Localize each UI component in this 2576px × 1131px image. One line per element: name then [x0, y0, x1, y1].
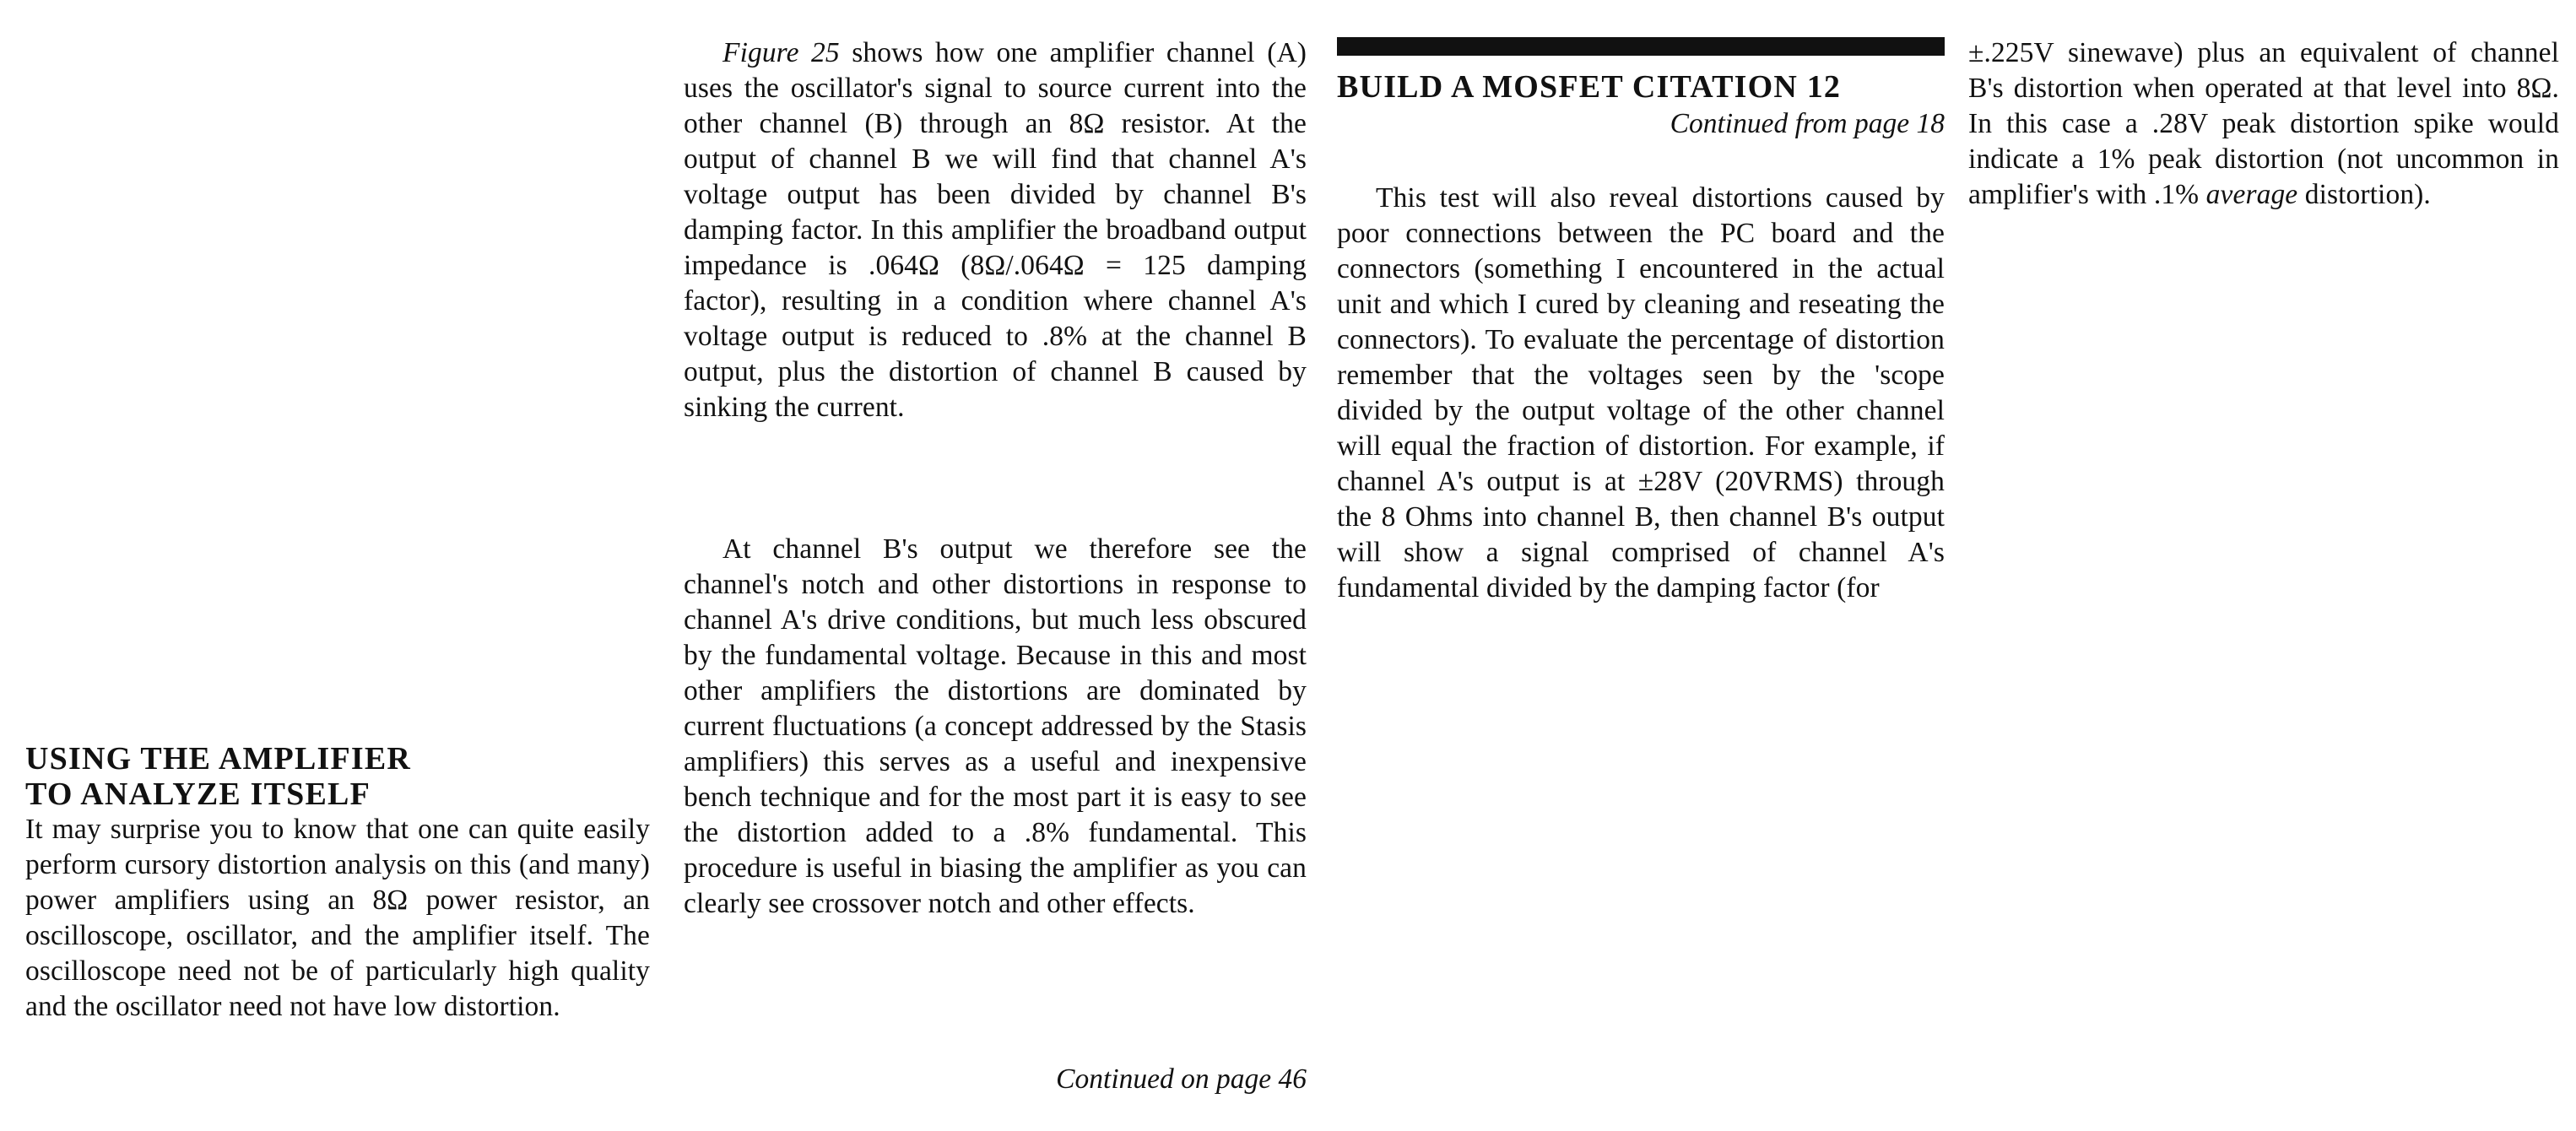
paragraph-2: At channel B's output we therefore see the channel's notch and other distortions in response to channel A's drive conditions, but much less obscured by the fundamental voltage. Because in this and most other amplifiers the distortions are dominated by current fluctuations (a concept addressed by the Stasis amplifiers) this serves as a useful and inexpensive bench technique and for the most part it is easy to see the distortion added to a .8% fundamental. This procedure is useful in biasing the amplifier as you can clearly see crossover notch and other effects.	[684, 533, 1307, 919]
paragraph-figure-25	[684, 35, 1307, 425]
heading-line-2: TO ANALYZE ITSELF	[25, 777, 371, 812]
article-paragraph: This test will also reveal distortions caused by poor connections between the PC board and the connectors (something I encountered in the actual unit and which I cured by cleaning and reseating the connectors). To evaluate the percentage of distortion remember that the voltages seen by the 'scope divided by the output voltage of the other channel will equal the fraction of distortion. For example, if channel A's output is at ±28V (20VRMS) through the 8 Ohms into channel B, then channel B's output will show a signal comprised of channel A's fundamental divided by the damping factor (for	[1337, 182, 1945, 603]
continuation-paragraph	[1968, 35, 2559, 213]
continued-from-page: Continued from page 18	[1670, 108, 1945, 139]
continued-on-page: Continued on page 46	[1056, 1063, 1307, 1095]
heading-rule	[1337, 37, 1945, 56]
paragraph-text-a: ±.225V sinewave) plus an equivalent of channel B's distortion when operated at that level into 8Ω. In this case a .28V peak distortion spike would indicate a 1% peak distortion (not uncommon in amplifier's with .1%	[1968, 37, 2559, 210]
paragraph-text-b: distortion).	[2297, 179, 2431, 210]
section-heading	[25, 741, 650, 812]
heading-line-1: USING THE AMPLIFIER	[25, 741, 412, 777]
italic-average: average	[2205, 179, 2298, 210]
figure-reference: Figure 25	[722, 37, 840, 68]
article-heading: BUILD A MOSFET CITATION 12	[1337, 69, 1842, 105]
paragraph-1-text: shows how one amplifier channel (A) uses the oscillator's signal to source current into the other channel (B) through an 8Ω resistor. At the output of channel B we will find that channel A's voltage output has been divided by channel B's damping factor. In this amplifier the broadband output impedance is .064Ω (8Ω/.064Ω = 125 damping factor), resulting in a condition where channel A's voltage output is reduced to .8% at the channel B output, plus the distortion of channel B caused by sinking the current.	[684, 37, 1307, 423]
intro-paragraph: It may surprise you to know that one can quite easily perform cursory distortion analysis on this (and many) power amplifiers using an 8Ω power resistor, an oscilloscope, oscillator, and the amplifier itself. The oscilloscope need not be of particularly high quality and the oscillator need not have low distortion.	[25, 814, 650, 1022]
